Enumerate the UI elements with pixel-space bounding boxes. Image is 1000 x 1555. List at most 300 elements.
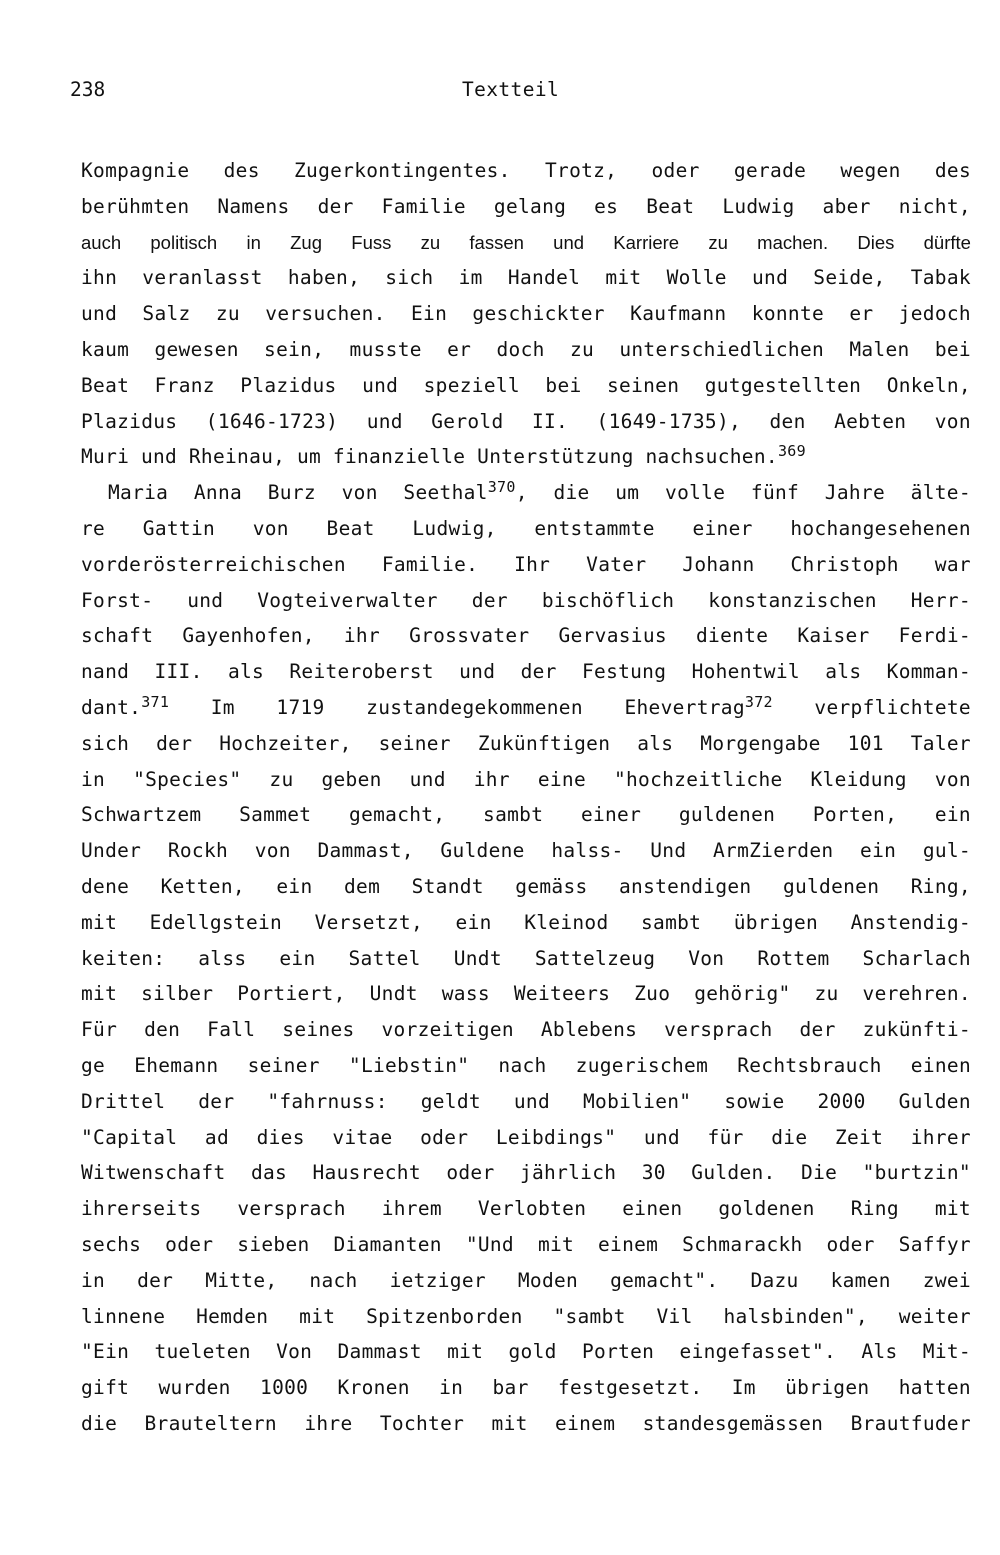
- word-text: sich: [81, 731, 130, 755]
- word-text: sich: [385, 266, 434, 290]
- word: [205, 1263, 277, 1299]
- word: [421, 225, 441, 261]
- word: [81, 260, 117, 296]
- word: [367, 404, 403, 440]
- word: [276, 1334, 312, 1370]
- word: [679, 797, 775, 833]
- word-text: konnte: [751, 302, 825, 326]
- word-text: "burtzin": [862, 1161, 971, 1185]
- word-text: zu: [569, 337, 595, 361]
- word-text: Beat: [81, 373, 130, 397]
- word: [321, 762, 381, 798]
- word-text: Sattelzeug: [534, 946, 656, 970]
- word-text: einen: [622, 1197, 683, 1221]
- word-text: Johann: [682, 552, 755, 576]
- word: [493, 1370, 529, 1406]
- word-text: konstanzischen: [708, 588, 877, 612]
- word-text: er: [849, 302, 874, 326]
- word: [228, 654, 264, 690]
- word: [137, 1263, 173, 1299]
- word: [691, 1155, 775, 1191]
- word-text: zu: [269, 767, 294, 791]
- word-text: ArmZierden: [713, 839, 834, 863]
- word: [732, 1370, 756, 1406]
- word: [498, 1048, 546, 1084]
- word-text: sambt: [641, 910, 702, 934]
- word: [559, 618, 667, 654]
- word: [682, 547, 754, 583]
- word: [935, 547, 971, 583]
- word: [133, 762, 241, 798]
- word-text: nand: [81, 660, 130, 684]
- word: [217, 189, 289, 225]
- word: [81, 583, 153, 619]
- word-text: alss: [198, 946, 247, 970]
- word: [692, 654, 800, 690]
- word: [211, 690, 235, 726]
- word: [411, 296, 447, 332]
- word-text: der: [799, 1018, 836, 1042]
- word: [410, 762, 446, 798]
- word: [81, 1334, 129, 1370]
- word: [351, 225, 391, 261]
- word-text: Spitzenborden: [366, 1304, 523, 1328]
- word-text: ad: [204, 1125, 229, 1149]
- word-text: Undt: [453, 946, 502, 970]
- word: [911, 260, 971, 296]
- word: [206, 404, 338, 440]
- word-text: seinen: [607, 373, 680, 397]
- word-text: Gulden: [898, 1089, 971, 1113]
- word: [478, 1191, 586, 1227]
- word: [141, 439, 177, 475]
- word-text: Tabak: [910, 266, 971, 290]
- word: [492, 1406, 528, 1442]
- word-text: finanzielle: [332, 445, 466, 469]
- word-text: Aebten: [834, 409, 907, 433]
- word: [219, 726, 351, 762]
- word: [597, 404, 741, 440]
- word-text: gemäss: [515, 874, 588, 898]
- word: [553, 225, 584, 261]
- text-line: [81, 189, 971, 225]
- word: [81, 547, 346, 583]
- word: [290, 225, 322, 261]
- word-text: ihr: [473, 767, 510, 791]
- word-text: "Und: [465, 1232, 514, 1256]
- word: [790, 547, 898, 583]
- text-line: [81, 547, 971, 583]
- word-text: "Ein: [81, 1340, 130, 1364]
- word-text: Anna: [193, 481, 243, 505]
- text-line: [81, 654, 971, 690]
- word: [240, 368, 336, 404]
- word-text: Porten,: [812, 803, 898, 827]
- word-text: Mobilien": [582, 1089, 692, 1113]
- word-text: der: [156, 731, 193, 755]
- word: [646, 189, 694, 225]
- word: [143, 511, 215, 547]
- word-text: halss-: [551, 839, 624, 863]
- word-text: Reiteroberst: [289, 660, 434, 684]
- word: [783, 869, 879, 905]
- word-text: Zugerkontingentes.: [294, 159, 511, 182]
- word: [737, 1048, 881, 1084]
- word-text: Vogteiverwalter: [257, 588, 438, 612]
- word-text: Ehevertrag: [624, 695, 745, 719]
- word-text: der: [520, 660, 557, 684]
- word: [641, 905, 701, 941]
- word: [472, 583, 508, 619]
- text-line: [81, 260, 971, 296]
- word: [442, 976, 490, 1012]
- word: [521, 654, 557, 690]
- word: [581, 797, 641, 833]
- word-text: der: [198, 1089, 235, 1113]
- word: [81, 690, 169, 726]
- text-line: [81, 941, 971, 977]
- word-text: Burz: [267, 481, 316, 505]
- word-text: dene: [81, 874, 130, 898]
- word: [860, 833, 896, 869]
- word-text: diente: [696, 624, 769, 648]
- word: [282, 1012, 354, 1048]
- text-line: [81, 368, 971, 404]
- word-text: zwei: [922, 1268, 971, 1292]
- word-text: übrigen: [785, 1376, 870, 1400]
- word: [899, 1227, 971, 1263]
- word-text: unterschiedlichen: [619, 337, 825, 361]
- word-text: und: [366, 409, 403, 433]
- word-text: sechs: [81, 1232, 142, 1256]
- word-text: sieben: [237, 1232, 310, 1256]
- word-text: halsbinden",: [723, 1304, 868, 1328]
- word-text: zustandegekommenen: [366, 695, 583, 719]
- word: [532, 404, 568, 440]
- word: [518, 1263, 578, 1299]
- word-text: es: [594, 194, 619, 218]
- word: [911, 1120, 971, 1156]
- word: [682, 1227, 802, 1263]
- word: [718, 1191, 814, 1227]
- text-line: [81, 404, 971, 440]
- word-text: wass: [441, 982, 490, 1006]
- word: [81, 225, 121, 261]
- word-text: 1719: [276, 695, 325, 719]
- word: [81, 1084, 165, 1120]
- word: [911, 1048, 971, 1084]
- word: [514, 547, 550, 583]
- text-line: [81, 583, 971, 619]
- word: [696, 618, 768, 654]
- word: [439, 1370, 463, 1406]
- word-text: entstammte: [534, 516, 655, 540]
- word: [366, 1299, 523, 1335]
- word: [81, 1155, 225, 1191]
- word: [318, 189, 354, 225]
- word-text: Als: [861, 1340, 898, 1364]
- text-line: [81, 1334, 971, 1370]
- word-text: seiner: [247, 1053, 320, 1077]
- word: [642, 1155, 666, 1191]
- word-text: Tochter: [379, 1411, 465, 1435]
- text-line: [81, 976, 971, 1012]
- word-text: Brauteltern: [144, 1411, 277, 1435]
- word: [594, 189, 618, 225]
- word: [237, 976, 345, 1012]
- word-text: für: [707, 1125, 744, 1149]
- word-text: Drittel: [81, 1089, 166, 1113]
- word: [344, 618, 380, 654]
- text-line: [81, 1406, 971, 1442]
- word: [708, 225, 728, 261]
- word: [349, 797, 445, 833]
- text-line: [81, 1048, 971, 1084]
- word-text: Ring,: [910, 874, 971, 898]
- word: [459, 260, 483, 296]
- word: [81, 1048, 105, 1084]
- word-text: Maria: [108, 481, 169, 505]
- word: [835, 1120, 883, 1156]
- word: [815, 976, 839, 1012]
- word: [935, 797, 971, 833]
- text-line: [81, 296, 971, 332]
- word: [615, 475, 639, 511]
- text-line: [81, 1191, 971, 1227]
- word-text: guldenen: [782, 874, 880, 898]
- word: [619, 332, 824, 368]
- word: [619, 869, 751, 905]
- word: [553, 1299, 625, 1335]
- word: [657, 1299, 693, 1335]
- word: [108, 475, 168, 511]
- word: [412, 511, 496, 547]
- word: [269, 762, 293, 798]
- word: [313, 1155, 421, 1191]
- word-text: bei: [545, 373, 582, 397]
- word: [665, 475, 725, 511]
- word-text: "fahrnuss:: [267, 1089, 388, 1113]
- word: [827, 1227, 875, 1263]
- word-text: Ihr: [514, 552, 551, 576]
- word-text: Die: [801, 1161, 838, 1185]
- word: [801, 1155, 837, 1191]
- word: [851, 1191, 899, 1227]
- word: [196, 1299, 268, 1335]
- word: [863, 941, 971, 977]
- word-text: versprach: [237, 1197, 346, 1221]
- word: [551, 833, 623, 869]
- word-text: verpflichtete: [814, 695, 971, 719]
- word-text: Komman-: [886, 660, 971, 684]
- word: [818, 1084, 866, 1120]
- word-text: Ablebens: [540, 1018, 638, 1042]
- word-text: linnene: [81, 1304, 166, 1328]
- word: [81, 833, 141, 869]
- word-text: Im: [210, 695, 235, 719]
- word: [637, 726, 673, 762]
- word: [899, 296, 971, 332]
- word: [800, 1012, 836, 1048]
- word: [477, 439, 634, 475]
- word-text: Zukünftigen: [477, 731, 611, 755]
- word-text: ihrerseits: [81, 1197, 202, 1221]
- word-text: festgesetzt.: [557, 1376, 703, 1400]
- word-text: musste: [349, 337, 422, 361]
- word: [81, 654, 129, 690]
- word: [899, 189, 971, 225]
- word: [431, 404, 503, 440]
- word-text: tueleten: [154, 1340, 251, 1364]
- word-text: dürfte: [923, 231, 971, 253]
- word: [496, 332, 544, 368]
- word-text: gold: [508, 1340, 557, 1364]
- word-text: Onkeln,: [886, 373, 971, 397]
- word-text: war: [934, 552, 971, 576]
- word-text: Morgengabe: [700, 731, 821, 755]
- word-text: zu: [708, 231, 728, 253]
- word: [381, 1012, 513, 1048]
- word: [863, 1155, 971, 1191]
- word-text: den: [769, 409, 806, 433]
- word: [823, 189, 871, 225]
- word-text: und: [643, 1125, 680, 1149]
- word: [935, 332, 971, 368]
- word-text: und: [513, 1089, 551, 1113]
- word: [141, 976, 213, 1012]
- word: [390, 1263, 486, 1299]
- word: [333, 1227, 441, 1263]
- text-line: [81, 869, 971, 905]
- word: [315, 905, 423, 941]
- word-text: Hemden: [196, 1304, 269, 1328]
- word-text: Beat: [646, 194, 695, 218]
- word-text: den: [144, 1018, 181, 1042]
- word-text: "Species": [133, 767, 242, 791]
- word-text: 101: [847, 731, 884, 755]
- word: [81, 869, 129, 905]
- word-text: geschickter: [472, 302, 605, 326]
- word: [81, 762, 105, 798]
- word: [144, 1012, 180, 1048]
- word: [366, 690, 583, 726]
- word: [158, 1370, 230, 1406]
- word-text: älte-: [910, 481, 971, 505]
- word: [362, 368, 398, 404]
- word-text: Seide,: [813, 266, 886, 290]
- word: [524, 905, 608, 941]
- word: [447, 1334, 483, 1370]
- word-text: Herr-: [910, 588, 971, 612]
- word: [750, 1263, 798, 1299]
- word-text: Verlobten: [477, 1197, 587, 1221]
- word: [570, 332, 594, 368]
- word-text: versprach: [664, 1018, 773, 1042]
- word-text: III.: [154, 660, 203, 684]
- word-text: Ein: [410, 302, 448, 326]
- word-text: guldenen: [678, 803, 776, 827]
- word-text: Jahre: [824, 481, 885, 505]
- word: [923, 1334, 971, 1370]
- word-text: seiner: [378, 731, 451, 755]
- word: [382, 189, 466, 225]
- word-text: geldt: [420, 1089, 481, 1113]
- word-text: einen: [910, 1053, 971, 1077]
- word-text: Seethal: [403, 481, 488, 505]
- word-text: Schmarackh: [682, 1232, 803, 1256]
- word: [168, 833, 228, 869]
- word: [456, 905, 492, 941]
- word-text: Guldene: [440, 839, 525, 863]
- word-text: ein: [860, 839, 897, 863]
- word-text: (1649-1735),: [596, 409, 742, 433]
- word: [664, 1012, 772, 1048]
- text-line: [81, 726, 971, 762]
- word-text: Fuss: [351, 231, 392, 253]
- word-text: Wolle: [666, 266, 727, 290]
- word: [466, 1227, 514, 1263]
- word: [924, 225, 971, 261]
- word: [851, 1406, 971, 1442]
- word-text: die: [771, 1125, 808, 1149]
- word: [338, 1370, 410, 1406]
- text-line: [81, 690, 971, 726]
- word: [237, 1227, 309, 1263]
- word: [412, 869, 484, 905]
- word-text: Forst-: [81, 588, 154, 612]
- word-text: Karriere: [613, 231, 680, 253]
- word-text: politisch: [150, 231, 218, 253]
- word: [680, 1334, 837, 1370]
- word: [224, 153, 260, 189]
- text-line: [81, 225, 971, 261]
- word-text: des: [934, 159, 971, 182]
- word: [304, 1406, 352, 1442]
- word: [382, 1191, 442, 1227]
- word-text: aber: [822, 194, 871, 218]
- word-text: Zuo: [634, 982, 671, 1006]
- word-text: ihr: [343, 624, 380, 648]
- word-text: "sambt: [553, 1304, 626, 1328]
- word-text: Familie: [381, 194, 466, 218]
- word-text: bischöflich: [541, 588, 675, 612]
- word-text: einer: [580, 803, 642, 827]
- word-text: Rockh: [167, 839, 229, 863]
- word: [156, 726, 192, 762]
- word: [645, 439, 805, 475]
- word: [161, 869, 245, 905]
- word-text: Portiert,: [237, 982, 346, 1006]
- word: [344, 869, 380, 905]
- word-text: Witwenschaft: [81, 1161, 226, 1185]
- word: [446, 1155, 494, 1191]
- word-text: und: [140, 445, 178, 469]
- word: [752, 260, 788, 296]
- word-text: fassen: [469, 231, 524, 253]
- word-text: gelang: [493, 194, 567, 218]
- word: [520, 1155, 616, 1191]
- word-text: versuchen.: [265, 302, 386, 326]
- word-text: ein: [276, 874, 313, 898]
- word-text: von: [252, 516, 289, 540]
- word-text: um: [297, 445, 322, 469]
- word: [81, 797, 201, 833]
- word-text: mit: [491, 1411, 528, 1435]
- word: [541, 1012, 637, 1048]
- word: [421, 1084, 481, 1120]
- word-text: Saffyr: [898, 1232, 971, 1256]
- word: [253, 511, 289, 547]
